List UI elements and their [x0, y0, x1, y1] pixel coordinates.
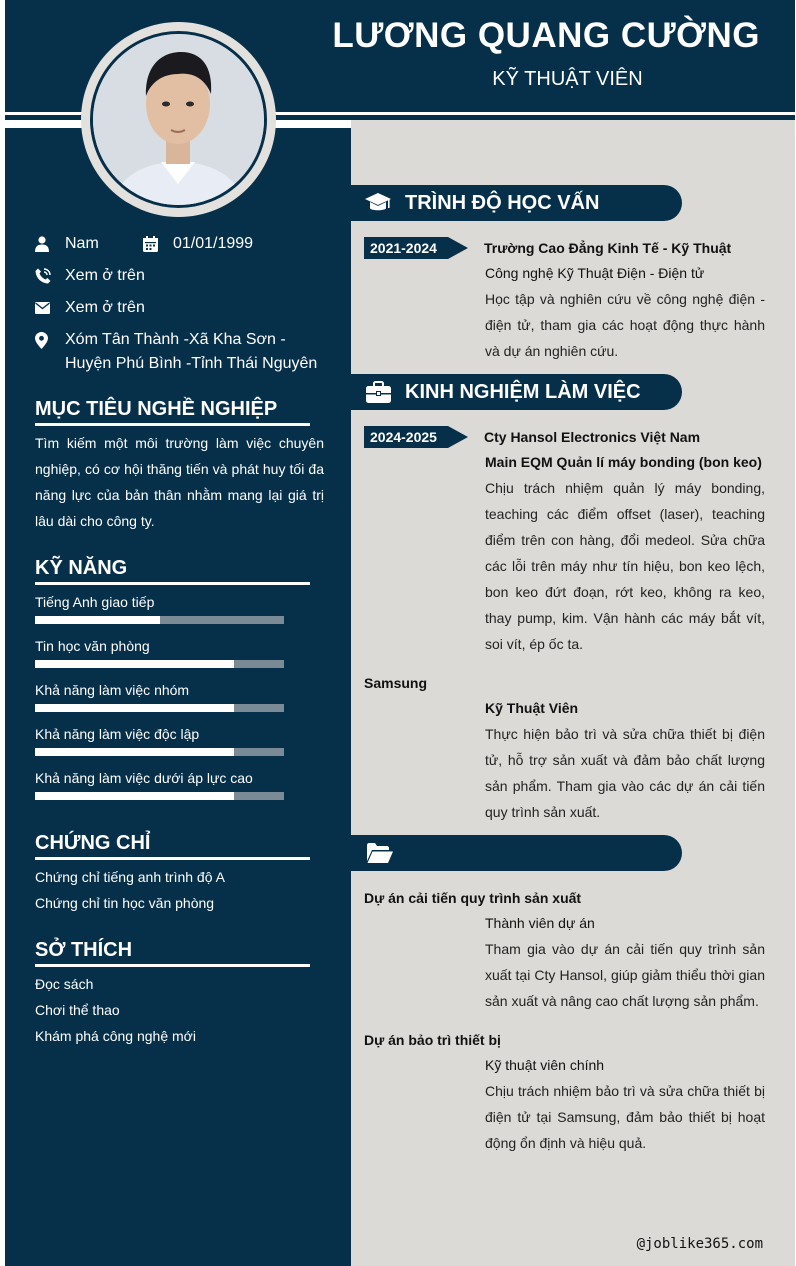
skill-level [35, 792, 234, 800]
phone-value: Xem ở trên [65, 267, 145, 284]
email-row [35, 296, 145, 320]
job-title: KỸ THUẬT VIÊN [492, 68, 643, 90]
skill-label: Tin học văn phòng [35, 638, 150, 654]
skill-item [35, 637, 285, 668]
experience-heading-text: KINH NGHIỆM LÀM VIỆC [405, 380, 641, 403]
education-heading [351, 185, 682, 221]
education-heading-text: TRÌNH ĐỘ HỌC VẤN [405, 191, 600, 214]
skill-item [35, 593, 285, 624]
certificates-heading: CHỨNG CHỈ [35, 832, 310, 860]
company-name: Cty Hansol Electronics Việt Nam [484, 429, 701, 445]
education-description: Học tập và nghiên cứu về công nghệ điện - điện tử, tham gia các hoạt động thực hành và dự án nghiên cứu. [485, 291, 765, 359]
email-value: Xem ở trên [65, 299, 145, 316]
education-period: 2021-2024 [364, 237, 448, 259]
job-description: Chịu trách nhiệm quản lý máy bonding, teaching các điểm offset (laser), teaching điểm trên con hàng, đổi medeol. Sửa chữa các lỗi trên máy như tín hiệu, bon keo lệch, bon keo đứt đoạn, rớt keo, không ra keo, thay pump, kim. Vận hành các máy bắt vít, soi vít, ép ốc ta. [485, 480, 765, 652]
skill-label: Khả năng làm việc độc lập [35, 726, 200, 742]
project-name: Dự án bảo trì thiết bị [364, 1032, 501, 1048]
skill-bar [35, 660, 284, 668]
projects-heading [351, 835, 682, 871]
dob-row [143, 232, 253, 256]
education-major: Công nghệ Kỹ Thuật Điện - Điện tử [485, 265, 705, 281]
location-icon [35, 328, 65, 352]
objective-text: Tìm kiếm một môi trường làm việc chuyên nghiệp, có cơ hội thăng tiến và phát huy tối đa năng lực của bản thân nhằm mang lại giá trị lâu dài cho công ty. [35, 435, 324, 529]
briefcase-icon [351, 381, 405, 403]
skill-item [35, 725, 285, 756]
company-name: Samsung [364, 675, 428, 691]
graduation-cap-icon [351, 192, 405, 214]
skills-heading: KỸ NĂNG [35, 557, 310, 585]
skill-item [35, 681, 285, 712]
folder-open-icon [351, 843, 405, 863]
gender-row [35, 232, 99, 256]
certificate-item: Chứng chỉ tin học văn phòng [35, 895, 215, 911]
watermark: @joblike365.com [636, 1236, 763, 1252]
project-description: Tham gia vào dự án cải tiến quy trình sản xuất tại Cty Hansol, giúp giảm thiểu thời gian sản xuất và nâng cao chất lượng sản phẩm. [485, 941, 765, 1009]
skill-bar [35, 792, 284, 800]
job-description: Thực hiện bảo trì và sửa chữa thiết bị điện tử, hỗ trợ sản xuất và đảm bảo chất lượng sản phẩm. Tham gia vào các dự án cải tiến quy trình sản xuất. [485, 726, 765, 820]
skill-level [35, 616, 160, 624]
experience-heading [351, 374, 682, 410]
envelope-icon [35, 296, 65, 320]
skill-level [35, 748, 234, 756]
skill-label: Khả năng làm việc nhóm [35, 682, 190, 698]
skill-bar [35, 704, 284, 712]
avatar [90, 31, 267, 208]
skill-label: Tiếng Anh giao tiếp [35, 594, 155, 610]
calendar-icon [143, 232, 173, 256]
project-role: Thành viên dự án [485, 915, 595, 931]
skill-bar [35, 748, 284, 756]
cv-page [5, 0, 795, 1266]
user-icon [35, 232, 65, 256]
hobby-item: Khám phá công nghệ mới [35, 1028, 196, 1044]
objective-heading: MỤC TIÊU NGHỀ NGHIỆP [35, 398, 310, 426]
skill-item [35, 769, 285, 800]
hobby-item: Chơi thể thao [35, 1002, 120, 1018]
gender-value: Nam [65, 235, 99, 252]
project-name: Dự án cải tiến quy trình sản xuất [364, 890, 582, 906]
school-name: Trường Cao Đẳng Kinh Tế - Kỹ Thuật [484, 240, 732, 256]
address-row [35, 328, 335, 376]
job-role: Kỹ Thuật Viên [485, 700, 579, 716]
project-role: Kỹ thuật viên chính [485, 1057, 605, 1073]
skill-level [35, 704, 234, 712]
skill-label: Khả năng làm việc dưới áp lực cao [35, 770, 253, 786]
address-value: Xóm Tân Thành -Xã Kha Sơn -Huyện Phú Bình -Tỉnh Thái Nguyên [65, 331, 318, 372]
skill-level [35, 660, 234, 668]
certificate-item: Chứng chỉ tiếng anh trình độ A [35, 869, 225, 885]
hobby-item: Đọc sách [35, 976, 94, 992]
project-description: Chịu trách nhiệm bảo trì và sửa chữa thiết bị điện tử tại Samsung, đảm bảo thiết bị hoạt động ổn định và hiệu quả. [485, 1083, 765, 1151]
skill-bar [35, 616, 284, 624]
dob-value: 01/01/1999 [173, 235, 254, 252]
job-role: Main EQM Quản lí máy bonding (bon keo) [485, 454, 762, 470]
candidate-name: LƯƠNG QUANG CƯỜNG [332, 16, 760, 55]
phone-row [35, 264, 145, 288]
phone-icon [35, 264, 65, 288]
hobbies-heading: SỞ THÍCH [35, 939, 310, 967]
job-period: 2024-2025 [364, 426, 448, 448]
